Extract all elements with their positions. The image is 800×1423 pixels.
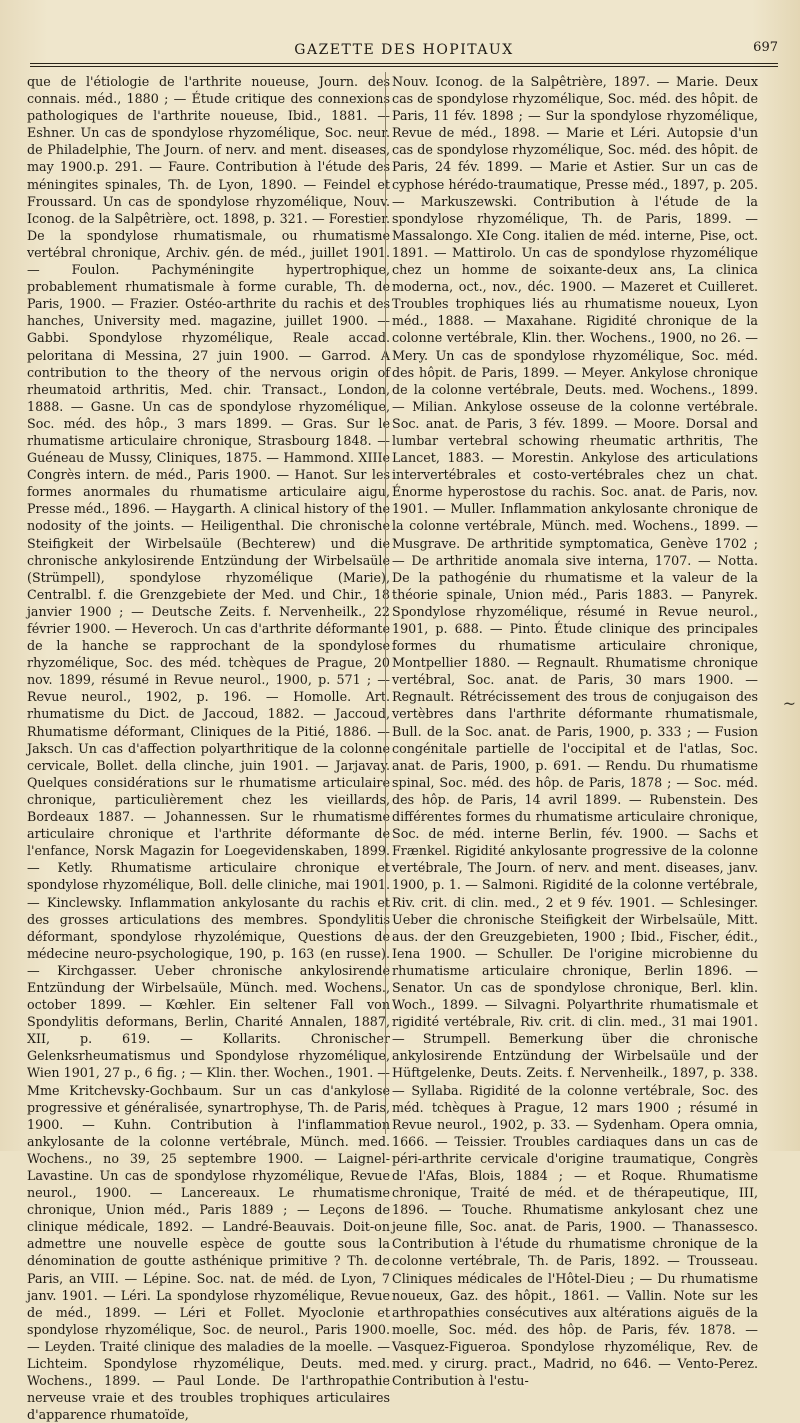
header-rule-top [30, 63, 778, 64]
column-divider [385, 72, 386, 1134]
left-column-text: que de l'étiologie de l'arthrite noueuse, Journ. des connais. méd., 1880 ; — Étude critique des connexions pathologiques de l'arthrite noueuse, Ibid., 1881. — Eshner. Un cas de spondylose rhyzomélique, Soc. neur. de Philadelphie, The Journ. of nerv. and ment. diseases, may 1900.p. 291. — Faure. Contribution à l'étude des méningites spinales, Th. de Lyon, 1890. — Feindel et Froussard. Un cas de spondylose rhyzomélique, Nouv. Iconog. de la Salpêtrière, oct. 1898, p. 321. — Forestier. De la spondylose rhumatismale, ou rhumatisme vertébral chronique, Archiv. gén. de méd., juillet 1901. — Foulon. Pachyméningite hypertrophique, probablement rhumatismale à forme curable, Th. de Paris, 1900. — Frazier. Ostéo-arthrite du rachis et des hanches, University med. magazine, juillet 1900. — Gabbi. Spondylose rhyzomélique, Reale accad. peloritana di Messina, 27 juin 1900. — Garrod. A contribution to the theory of the nervous origin of rheumatoid arthritis, Med. chir. Transact., London, 1888. — Gasne. Un cas de spondylose rhyzomélique, Soc. méd. des hôp., 3 mars 1899. — Gras. Sur le rhumatisme articulaire chronique, Strasbourg 1848. — Guéneau de Mussy, Cliniques, 1875. — Hammond. XIIIe Congrès intern. de méd., Paris 1900. — Hanot. Sur les formes anormales du rhumatisme articulaire aigu, Presse méd., 1896. — Haygarth. A clinical history of the nodosity of the joints. — Heiligenthal. Die chronische Steifigkeit der Wirbelsaüle (Bechterew) und die chronische ankylosirende Entzündung der Wirbelsaüle (Strümpell), spondylose rhyzomélique (Marie), Centralbl. f. die Grenzgebiete der Med. und Chir., 18 janvier 1900 ; — Deutsche Zeits. f. Nervenheilk., 22 février 1900. — Heveroch. Un cas d'arthrite déformante de la hanche se rapprochant de la spondylose rhyzomélique, Soc. des méd. tchèques de Prague, 20 nov. 1899, résumé in Revue neurol., 1900, p. 571 ; — Revue neurol., 1902, p. 196. — Homolle. Art. rhumatisme du Dict. de Jaccoud, 1882. — Jaccoud, Rhumatisme déformant, Cliniques de la Pitié, 1886. — Jaksch. Un cas d'affection polyarthritique de la colonne cervicale, Bollet. della clinche, juin 1901. — Jarjavay. Quelques considérations sur le rhumatisme articulaire chronique, particulièrement chez les vieillards, Bordeaux 1887. — Johannessen. Sur le rhumatisme articulaire chronique et l'arthrite déformante de l'enfance, Norsk Magazin for Loegevidenskaben, 1899. — Ketly. Rhumatisme articulaire chronique et spondylose rhyzomélique, Boll. delle cliniche, mai 1901. — Kinclewsky. Inflammation ankylosante du rachis et des grosses articulations des membres. Spondylitis déformant, spondylose rhyzolémique, Questions de médecine neuro-psychologique, 190, p. 163 (en russe). — Kirchgasser. Ueber chronische ankylosirende Entzündung der Wirbelsaüle, Münch. med. Wochens., october 1899. — Kœhler. Ein seltener Fall von Spondylitis deformans, Berlin, Charité Annalen, 1887, XII, p. 619. — Kollarits. Chronischer Gelenksrheumatismus und Spondylose rhyzomélique, Wien 1901, 27 p., 6 fig. ; — Klin. ther. Wochen., 1901. — Mme Kritchevsky-Gochbaum. Sur un cas d'ankylose progressive et généralisée, synartrophyse, Th. de Paris, 1900. — Kuhn. Contribution à l'inflammation ankylosante de la colonne vertébrale, Münch. med. Wochens., no 39, 25 septembre 1900. — Laignel-Lavastine. Un cas de spondylose rhyzomélique, Revue neurol., 1900. — Lancereaux. Le rhumatisme chronique, Union méd., Paris 1889 ; — Leçons de clinique médicale, 1892. — Landré-Beauvais. Doit-on admettre une nouvelle espèce de goutte sous la dénomination de goutte asthénique primitive ? Th. de Paris, an VIII. — Lépine. Soc. nat. de méd. de Lyon, 7 janv. 1901. — Léri. La spondylose rhyzomélique, Revue de méd., 1899. — Léri et Follet. Myoclonie et spondylose rhyzomélique, Soc. de neurol., Paris 1900. — Leyden. Traité clinique des maladies de la moelle. — Lichteim. Spondylose rhyzomélique, Deuts. med. Wochens., 1899. — Paul Londe. De l'arthropathie nerveuse vraie et des troubles trophiques articulaires d'apparence rhumatoïde, [27, 74, 390, 1423]
header-rule-bottom [30, 66, 778, 67]
page-header [26, 40, 782, 64]
left-column [27, 73, 390, 1423]
page-number: 697 [753, 40, 778, 55]
right-column [392, 73, 758, 1389]
margin-pencil-mark: ~ [782, 694, 796, 713]
running-title: GAZETTE DES HOPITAUX [294, 42, 514, 58]
right-column-text: Nouv. Iconog. de la Salpêtrière, 1897. — Marie. Deux cas de spondylose rhyzomélique, Soc. méd. des hôpit. de Paris, 11 fév. 1898 ; — Sur la spondylose rhyzomélique, Revue de méd., 1898. — Marie et Léri. Autopsie d'un cas de spondylose rhyzomélique, Soc. méd. des hôpit. de Paris, 24 fév. 1899. — Marie et Astier. Sur un cas de cyphose hérédo-traumatique, Presse méd., 1897, p. 205. — Markuszewski. Contribution à l'étude de la spondylose rhyzomélique, Th. de Paris, 1899. — Massalongo. XIe Cong. italien de méd. interne, Pise, oct. 1891. — Mattirolo. Un cas de spondylose rhyzomélique chez un homme de soixante-deux ans, La clinica moderna, oct., nov., déc. 1900. — Mazeret et Cuilleret. Troubles trophiques liés au rhumatisme noueux, Lyon méd., 1888. — Maxahane. Rigidité chronique de la colonne vertébrale, Klin. ther. Wochens., 1900, no 26. — Mery. Un cas de spondylose rhyzomélique, Soc. méd. des hôpit. de Paris, 1899. — Meyer. Ankylose chronique de la colonne vertébrale, Deuts. med. Wochens., 1899. — Milian. Ankylose osseuse de la colonne vertébrale. Soc. anat. de Paris, 3 fév. 1899. — Moore. Dorsal and lumbar vertebral schowing rheumatic arthritis, The Lancet, 1883. — Morestin. Ankylose des articulations intervertébrales et costo-vertébrales chez un chat. Énorme hyperostose du rachis. Soc. anat. de Paris, nov. 1901. — Muller. Inflammation ankylosante chronique de la colonne vertébrale, Münch. med. Wochens., 1899. — Musgrave. De arthritide symptomatica, Genève 1702 ; — De arthritide anomala sive interna, 1707. — Notta. De la pathogénie du rhumatisme et la valeur de la théorie spinale, Union méd., Paris 1883. — Panyrek. Spondylose rhyzomélique, résumé in Revue neurol., 1901, p. 688. — Pinto. Étude clinique des principales formes du rhumatisme articulaire chronique, Montpellier 1880. — Regnault. Rhumatisme chronique vertébral, Soc. anat. de Paris, 30 mars 1900. — Regnault. Rétrécissement des trous de conjugaison des vertèbres dans l'arthrite déformante rhumatismale, Bull. de la Soc. anat. de Paris, 1900, p. 333 ; — Fusion congénitale partielle de l'occipital et de l'atlas, Soc. anat. de Paris, 1900, p. 691. — Rendu. Du rhumatisme spinal, Soc. méd. des hôp. de Paris, 1878 ; — Soc. méd. des hôp. de Paris, 14 avril 1899. — Rubenstein. Des différentes formes du rhumatisme articulaire chronique, Soc. de méd. interne Berlin, fév. 1900. — Sachs et Frænkel. Rigidité ankylosante progressive de la colonne vertébrale, The Journ. of nerv. and ment. diseases, janv. 1900, p. 1. — Salmoni. Rigidité de la colonne vertébrale, Riv. crit. di clin. med., 2 et 9 fév. 1901. — Schlesinger. Ueber die chronische Steifigkeit der Wirbelsaüle, Mitt. aus. der den Greuzgebieten, 1900 ; Ibid., Fischer, édit., Iena 1900. — Schuller. De l'origine microbienne du rhumatisme articulaire chronique, Berlin 1896. — Senator. Un cas de spondylose chronique, Berl. klin. Woch., 1899. — Silvagni. Polyarthrite rhumatismale et rigidité vertébrale, Riv. crit. di clin. med., 31 mai 1901. — Strumpell. Bemerkung über die chronische ankylosirende Entzündung der Wirbelsaüle und der Hüftgelenke, Deuts. Zeits. f. Nervenheilk., 1897, p. 338. — Syllaba. Rigidité de la colonne vertébrale, Soc. des méd. tchèques à Prague, 12 mars 1900 ; résumé in Revue neurol., 1902, p. 33. — Sydenham. Opera omnia, 1666. — Teissier. Troubles cardiaques dans un cas de péri-arthrite cervicale d'origine traumatique, Congrès de l'Afas, Blois, 1884 ; — et Roque. Rhumatisme chronique, Traité de méd. et de thérapeutique, III, 1896. — Touche. Rhumatisme ankylosant chez une jeune fille, Soc. anat. de Paris, 1900. — Thanassesco. Contribution à l'étude du rhumatisme chronique de la colonne vertébrale, Th. de Paris, 1892. — Trousseau. Cliniques médicales de l'Hôtel-Dieu ; — Du rhumatisme noueux, Gaz. des hôpit., 1861. — Vallin. Note sur les arthropathies consécutives aux altérations aiguës de la moelle, Soc. méd. des hôp. de Paris, fév. 1878. — Vasquez-Figueroa. Spondylose rhyzomélique, Rev. de med. y cirurg. pract., Madrid, no 646. — Vento-Perez. Contribution à l'estu- [392, 74, 758, 1389]
